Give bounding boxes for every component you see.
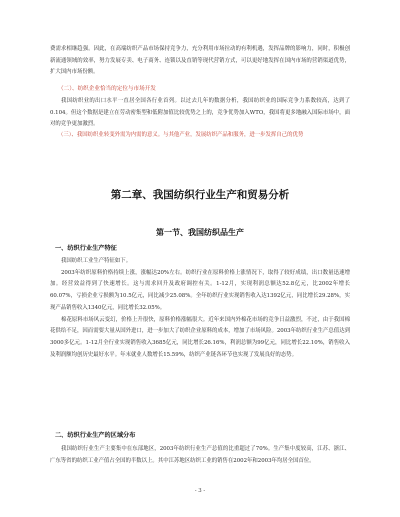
section-title: 第一节、我国纺织品生产 (156, 227, 244, 237)
paragraph: 2003年纺织原料价格持续上涨，涨幅达20%左右。纺织行业在原料价格上涨情况下，取得了较好成绩，出口数量迅速增加。经营效益得到了快速增长。这与需求回升及政府调控有关。1-12月，实现利润总额达52.8亿元，比2002年增长60.07%，亏损企业亏损额为10.5亿元，同比减少25.08%。全年纺织行业实现销售收入达1392亿元，同比增长29.28%，实现产品销售收入1340亿元，同比增长32.05%。 (50, 269, 350, 311)
page-number: - 3 - (194, 488, 206, 494)
part1-heading: 一、纺织行业生产特征 (55, 245, 117, 252)
subheading: （二）、纺织企业恰当的定位与市场开发 (58, 86, 156, 92)
paragraph: 我国纺织业的出口水平一直居全国各行业首列。以过去几年的数据分析，我国纺织业的国际竞争力系数较高，达到了0.104。但这个数据是建立在劳动密集型和低附加值比较优势之上的，竞争优势加入WTO，我国将更多地融入国际市场中，面对的竞争更加激烈。 (50, 98, 350, 128)
paragraph: 我国纺织工业生产特征如下。 (61, 258, 132, 264)
paragraph: 我国纺织行业生产主要集中在东部地区，2003年纺织行业生产总值的比重超过了70%。生产集中度较高，江苏、浙江、广东等省的纺织工业产值占全国的半数以上。其中江苏地区纺织工业的销售在2002年和2003年均居全国首位。 (50, 446, 350, 464)
subheading-3 (58, 130, 350, 142)
part2-heading: 二、纺织行业生产的区域分布 (55, 432, 136, 439)
paragraph: 费需求相继趋强。因此，在高端纺织产品市场保持竞争力，充分利用市场拉动的有利机遇，发挥品牌的影响力，同时，积极创新流通领域的效率，努力发展专卖、电子商务、连锁以及直销等现代营销方式，可以更好地发挥在国内市场的营销渠道优势，扩大国内市场份额。 (50, 46, 350, 76)
competitiveness-paragraph (50, 96, 350, 131)
intro-paragraph (50, 44, 350, 79)
paragraph: 棉花原料市场风云变幻，价格上升很快，原料价格涨幅很大。近年来国内外棉花市场的竞争日益激烈，不过，由于我国棉花供给不足，因而需要大量从国外进口，进一步加大了纺织企业原料的成本，增加了市场风险。2003年纺织行业生产总值达到3000多亿元。1-12月全行业实现销售收入3685亿元，同比增长26.16%，利润总额为99亿元，同比增长22.10%，销售收入及利润额均创历史最好水平。年末就业人数增长15.59%，纺织产业链各环节也实现了发展良好的态势。 (50, 316, 350, 358)
subheading: （三）、我国纺织业转变外需为内需的意义。与其他产业，发展纺织产品和服务，进一步发挥自己的优势 (58, 132, 304, 138)
part2-body (50, 444, 350, 467)
chapter-title: 第二章、我国纺织行业生产和贸易分析 (110, 189, 290, 201)
part1-body (50, 256, 350, 361)
